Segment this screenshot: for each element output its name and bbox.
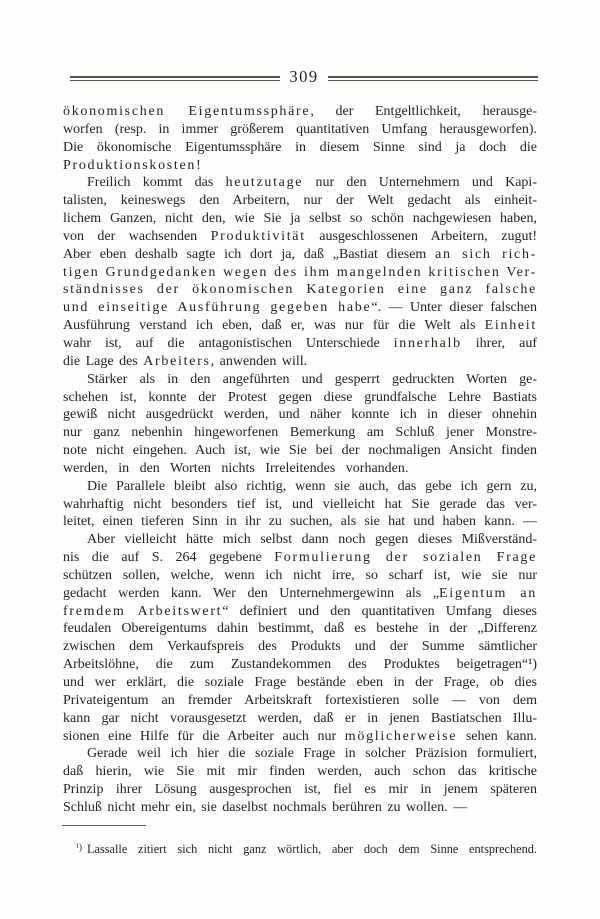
text-line — [63, 192, 537, 210]
paragraph — [63, 371, 537, 478]
text-run: sionen eine Hilfe für die Arbeiter auch nur — [63, 728, 345, 744]
footnote-text: Lassalle zitiert sich nicht ganz wörtlich, aber doch dem Sinne entsprechend. — [87, 842, 537, 856]
text-run: nis die auf S. 264 gegebene — [63, 550, 275, 566]
emphasized-run: und einseitige Ausführung gegeben habe — [63, 300, 372, 316]
text-run: lichem Ganzen, nicht den, wie Sie ja selbst so schön nachgewiesen haben, — [63, 211, 537, 227]
text-line — [63, 513, 537, 531]
text-line — [63, 460, 537, 478]
text-run: werden, in den Worten nichts Irreleitendes vorhanden. — [63, 460, 409, 476]
emphasized-run: fremdem Arbeitswert — [63, 603, 223, 619]
text-line — [63, 567, 537, 585]
emphasized-run: tigen Grundgedanken wegen des ihm mangelnden kritischen Ver- — [63, 264, 537, 280]
text-line — [63, 442, 537, 460]
emphasized-run: Formulierung der sozialen Frage — [274, 550, 537, 566]
text-line — [63, 299, 537, 317]
emphasized-run: ökonomischen Eigentumssphäre — [63, 104, 311, 119]
text-line — [63, 139, 537, 157]
text-line — [63, 674, 537, 692]
text-line — [63, 406, 537, 424]
text-line — [63, 656, 537, 674]
text-run: von der wachsenden — [63, 228, 211, 244]
emphasized-run: heutzutage — [225, 175, 304, 191]
text-run: schützen sollen, welche, wenn ich nicht irre, so scharf ist, wie sie nur — [63, 567, 537, 583]
text-line — [63, 210, 537, 228]
emphasized-run: Einheit — [484, 318, 537, 334]
text-line — [63, 799, 537, 817]
paragraph — [63, 531, 537, 745]
text-line — [63, 620, 537, 638]
text-line — [63, 228, 537, 246]
text-line — [63, 745, 537, 763]
text-line — [63, 353, 537, 371]
text-line — [63, 335, 537, 353]
text-line — [63, 264, 537, 282]
text-run: gedacht werden kann. Wer den Unternehmergewinn als „ — [63, 585, 440, 601]
text-run: sehen kann. — [457, 728, 537, 744]
emphasized-run: an sich rich- — [435, 246, 537, 262]
paragraph — [63, 174, 537, 370]
paragraph — [63, 103, 537, 174]
text-line — [63, 531, 537, 549]
text-line — [63, 603, 537, 621]
text-run: leitet, einen tieferen Sinn in ihr zu suchen, als sie hat und haben kann. — — [63, 514, 537, 530]
text-run: ihrer, auf — [461, 335, 537, 351]
text-line — [63, 710, 537, 728]
text-run: talisten, keineswegs den Arbeitern, nur der Welt gedacht als einheit- — [63, 193, 537, 209]
text-run: wahr ist, auf die antagonistischen Unterschiede — [63, 335, 394, 351]
text-run: “. — Unter dieser falschen — [371, 300, 537, 316]
text-line — [63, 317, 537, 335]
text-line — [63, 728, 537, 746]
text-run: Ausführung verstand ich eben, daß er, was nur für die Welt als — [63, 318, 485, 334]
text-run: nur den Unternehmern und Kapi- — [303, 175, 537, 191]
text-line — [63, 781, 537, 799]
text-run: Freilich kommt das — [87, 175, 226, 191]
emphasized-run: möglicherweise — [344, 728, 458, 744]
text-run: note nicht eingehen. Auch ist, wie Sie bei der nochmaligen Ansicht finden — [63, 443, 537, 459]
text-run: zwischen dem Verkaufspreis des Produkts und der Summe sämtlicher — [63, 639, 537, 655]
text-run: Gerade weil ich hier die soziale Frage in solcher Präzision formuliert, — [87, 746, 537, 762]
header-rule-left — [70, 76, 280, 81]
text-line — [63, 121, 537, 139]
text-line — [63, 174, 537, 192]
text-run: “ definiert und den quantitativen Umfang dieses — [222, 603, 537, 619]
text-line — [63, 389, 537, 407]
text-run: nur ganz nebenhin hingeworfenen Bemerkung am Schluß jener Monstre- — [63, 425, 537, 441]
header-rule-right — [328, 76, 538, 81]
paragraph — [63, 745, 537, 816]
text-line — [63, 103, 537, 121]
emphasized-run: innerhalb — [393, 335, 462, 351]
text-line — [63, 424, 537, 442]
text-line — [63, 496, 537, 514]
footnote — [63, 841, 537, 857]
page-header — [70, 67, 538, 87]
emphasized-run: Arbeiters — [143, 353, 211, 369]
text-line — [63, 371, 537, 389]
text-run: die Lage des — [63, 353, 144, 369]
text-run: schehen ist, konnte der Protest gegen diese grundfalsche Lehre Bastiats — [63, 389, 537, 405]
text-line — [63, 692, 537, 710]
text-line — [63, 478, 537, 496]
emphasized-run: Produktionskosten! — [63, 157, 203, 173]
text-line — [63, 638, 537, 656]
text-run: ausgeschlossenen Arbeitern, zugut! — [305, 228, 537, 244]
text-run: feudalen Obereigentums dahin bestimmt, daß es bestehe in der „Differenz — [63, 621, 537, 637]
text-run: gewiß nicht ausgedrückt werden, und näher konnte ich in dieser ohnehin — [63, 407, 537, 423]
text-run: Aber vielleicht hätte mich selbst dann noch gegen dieses Mißverständ- — [87, 532, 537, 548]
text-run: und wer erklärt, die soziale Frage bestände eben in der Frage, ob dies — [63, 675, 537, 690]
text-run: , anwenden will. — [210, 353, 308, 369]
text-run: daß hierin, wie Sie mit mir finden werden, auch schon das kritische — [63, 764, 537, 780]
page-number: 309 — [289, 67, 319, 87]
paragraph — [63, 478, 537, 532]
text-run: kann gar nicht vorausgesetzt werden, daß er in jenen Bastiatschen Illu- — [63, 710, 537, 726]
body-text — [63, 103, 537, 817]
text-run: Die Parallele bleibt also richtig, wenn sie auch, das gebe ich gern zu, — [87, 478, 537, 494]
text-run: Schluß nicht mehr ein, sie daselbst nochmals berühren zu wollen. — — [63, 799, 468, 815]
footnote-marker: ¹) — [76, 843, 83, 853]
text-run: Prinzip ihrer Lösung ausgesprochen ist, fiel es mir in jenem späteren — [63, 782, 537, 798]
text-run: wahrhaftig nicht besonders tief ist, und vielleicht hat Sie gerade das ver- — [63, 496, 537, 512]
text-line — [63, 763, 537, 781]
text-run: Die ökonomische Eigentumssphäre in diesem Sinne sind ja doch die — [63, 139, 537, 155]
text-run: , der Entgeltlichkeit, herausge- — [310, 104, 537, 119]
emphasized-run: Produktivität — [210, 228, 306, 244]
text-run: Aber eben deshalb sagte ich dort ja, daß „Bastiat diesem — [63, 246, 436, 262]
emphasized-run: Eigentum an — [439, 585, 537, 601]
text-line — [63, 281, 537, 299]
text-run: Stärker als in den angeführten und gesperrt gedruckten Worten ge- — [87, 371, 537, 387]
text-run: worfen (resp. in immer größerem quantitativen Umfang herausgeworfen). — [63, 121, 537, 137]
text-run: Privateigentum an fremder Arbeitskraft fortexistieren solle — von dem — [63, 692, 537, 708]
text-line — [63, 585, 537, 603]
text-line — [63, 549, 537, 567]
text-run: Arbeitslöhne, die zum Zustandekommen des Produktes beigetragen“¹) — [63, 657, 537, 673]
text-line — [63, 246, 537, 264]
text-line — [63, 157, 537, 175]
emphasized-run: ständnisses der ökonomischen Kategorien eine ganz falsche — [63, 282, 537, 298]
footnote-separator — [62, 825, 146, 826]
